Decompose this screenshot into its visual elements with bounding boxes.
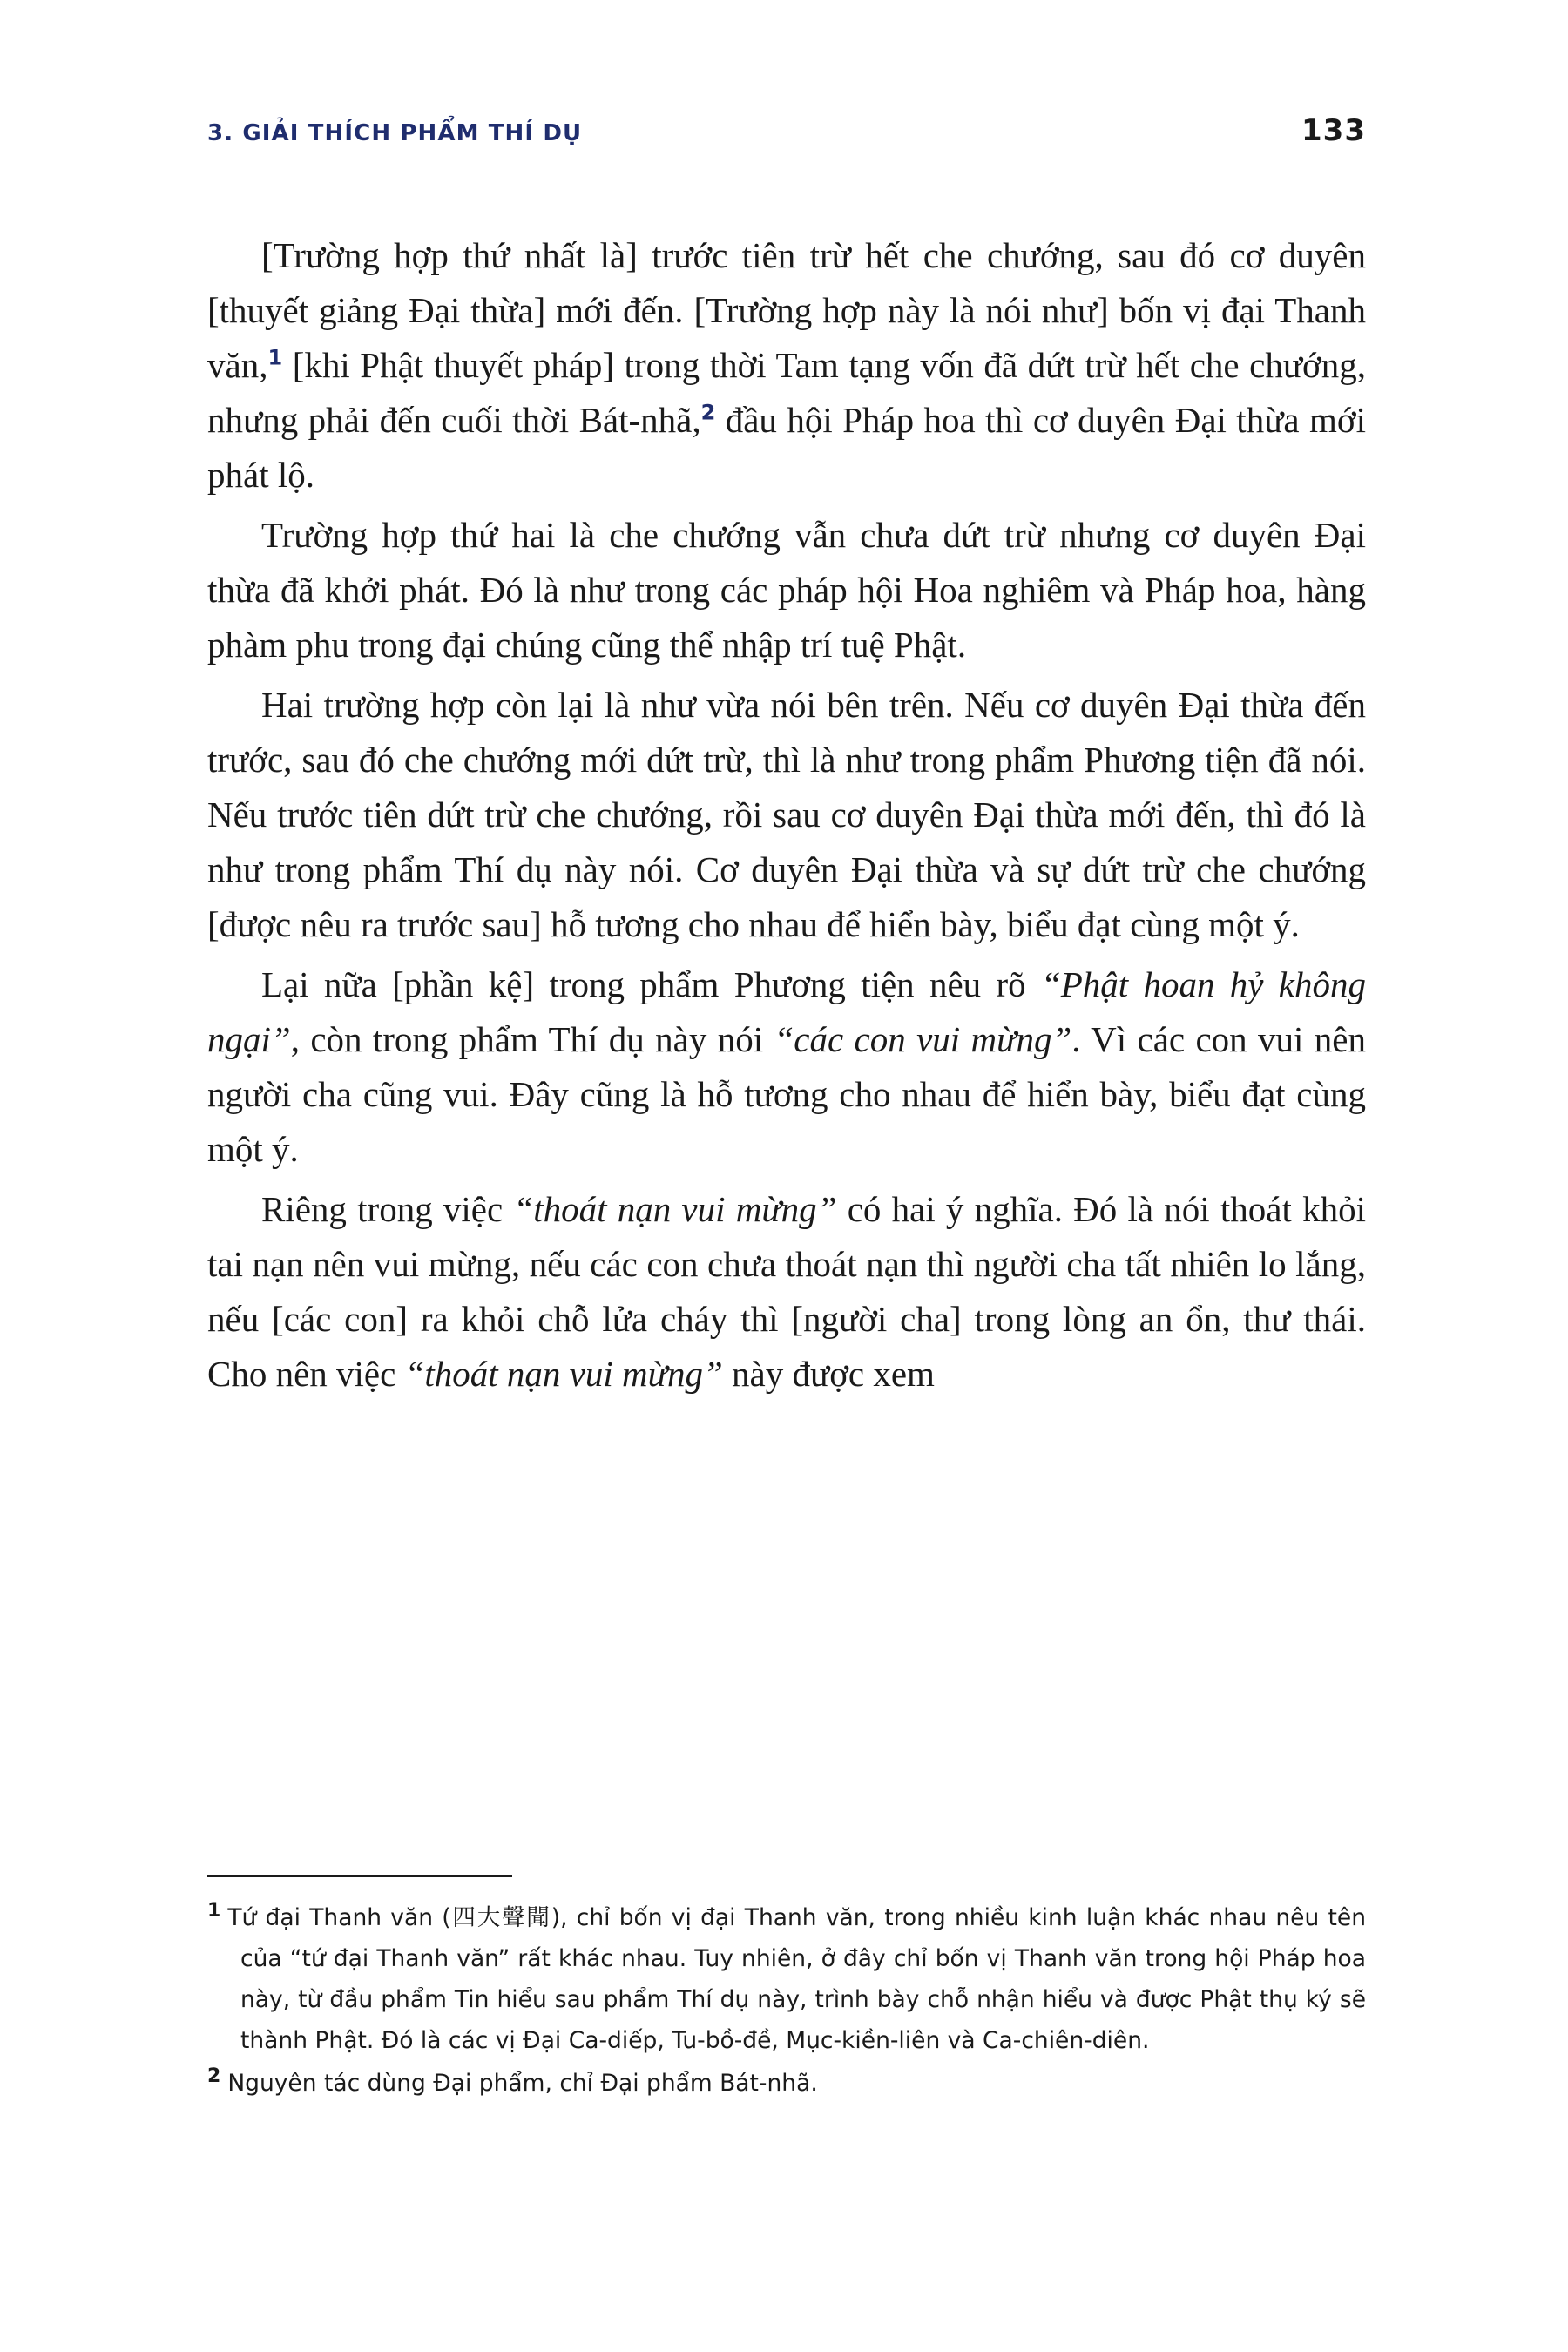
body-text [207, 228, 1366, 1407]
paragraph: Hai trường hợp còn lại là như vừa nói bên trên. Nếu cơ duyên Đại thừa đến trước, sau đó che chướng mới dứt trừ, thì là như trong phẩm Phương tiện đã nói. Nếu trước tiên dứt trừ che chướng, rồi sau cơ duyên Đại thừa mới đến, thì đó là như trong phẩm Thí dụ này nói. Cơ duyên Đại thừa và sự dứt trừ che chướng [được nêu ra trước sau] hỗ tương cho nhau để hiển bày, biểu đạt cùng một ý. [207, 685, 1366, 944]
footnote-separator [207, 1875, 512, 1877]
footnote-text: Nguyên tác dùng Đại phẩm, chỉ Đại phẩm Bát-nhã. [227, 2070, 818, 2097]
footnote-item [207, 2063, 1366, 2104]
footnote-marker: 1 [207, 1900, 221, 1923]
running-head [207, 113, 1366, 148]
paragraph: Lại nữa [phần kệ] trong phẩm Phương tiện nêu rõ “Phật hoan hỷ không ngại”, còn trong phẩm Thí dụ này nói “các con vui mừng”. Vì các con vui nên người cha cũng vui. Đây cũng là hỗ tương cho nhau để hiển bày, biểu đạt cùng một ý. [207, 964, 1366, 1169]
footnote-marker: 2 [207, 2065, 221, 2088]
chapter-title: 3. GIẢI THÍCH PHẨM THÍ DỤ [207, 120, 583, 146]
footnote-text: Tứ đại Thanh văn (四大聲聞), chỉ bốn vị đại Thanh văn, trong nhiều kinh luận khác nhau nêu tên của “tứ đại Thanh văn” rất khác nhau. Tuy nhiên, ở đây chỉ bốn vị Thanh văn trong hội Pháp hoa này, từ đầu phẩm Tin hiểu sau phẩm Thí dụ này, trình bày chỗ nhận hiểu và được Phật thụ ký sẽ thành Phật. Đó là các vị Đại Ca-diếp, Tu-bồ-đề, Mục-kiền-liên và Ca-chiên-diên. [227, 1904, 1367, 2054]
page-number: 133 [1301, 113, 1366, 148]
footnote-item [207, 1897, 1366, 2061]
paragraph: Trường hợp thứ hai là che chướng vẫn chưa dứt trừ nhưng cơ duyên Đại thừa đã khởi phát. Đó là như trong các pháp hội Hoa nghiêm và Pháp hoa, hàng phàm phu trong đại chúng cũng thể nhập trí tuệ Phật. [207, 515, 1366, 665]
footnotes [207, 1897, 1366, 2105]
paragraph: Riêng trong việc “thoát nạn vui mừng” có hai ý nghĩa. Đó là nói thoát khỏi tai nạn nên vui mừng, nếu các con chưa thoát nạn thì người cha tất nhiên lo lắng, nếu [các con] ra khỏi chỗ lửa cháy thì [người cha] trong lòng an ổn, thư thái. Cho nên việc “thoát nạn vui mừng” này được xem [207, 1189, 1366, 1394]
paragraph: [Trường hợp thứ nhất là] trước tiên trừ hết che chướng, sau đó cơ duyên [thuyết giảng Đại thừa] mới đến. [Trường hợp này là nói như] bốn vị đại Thanh văn,$^1$ [khi Phật thuyết pháp] trong thời Tam tạng vốn đã dứt trừ hết che chướng, nhưng phải đến cuối thời Bát-nhã,$^2$ đầu hội Pháp hoa thì cơ duyên Đại thừa mới phát lộ. [207, 235, 1366, 495]
